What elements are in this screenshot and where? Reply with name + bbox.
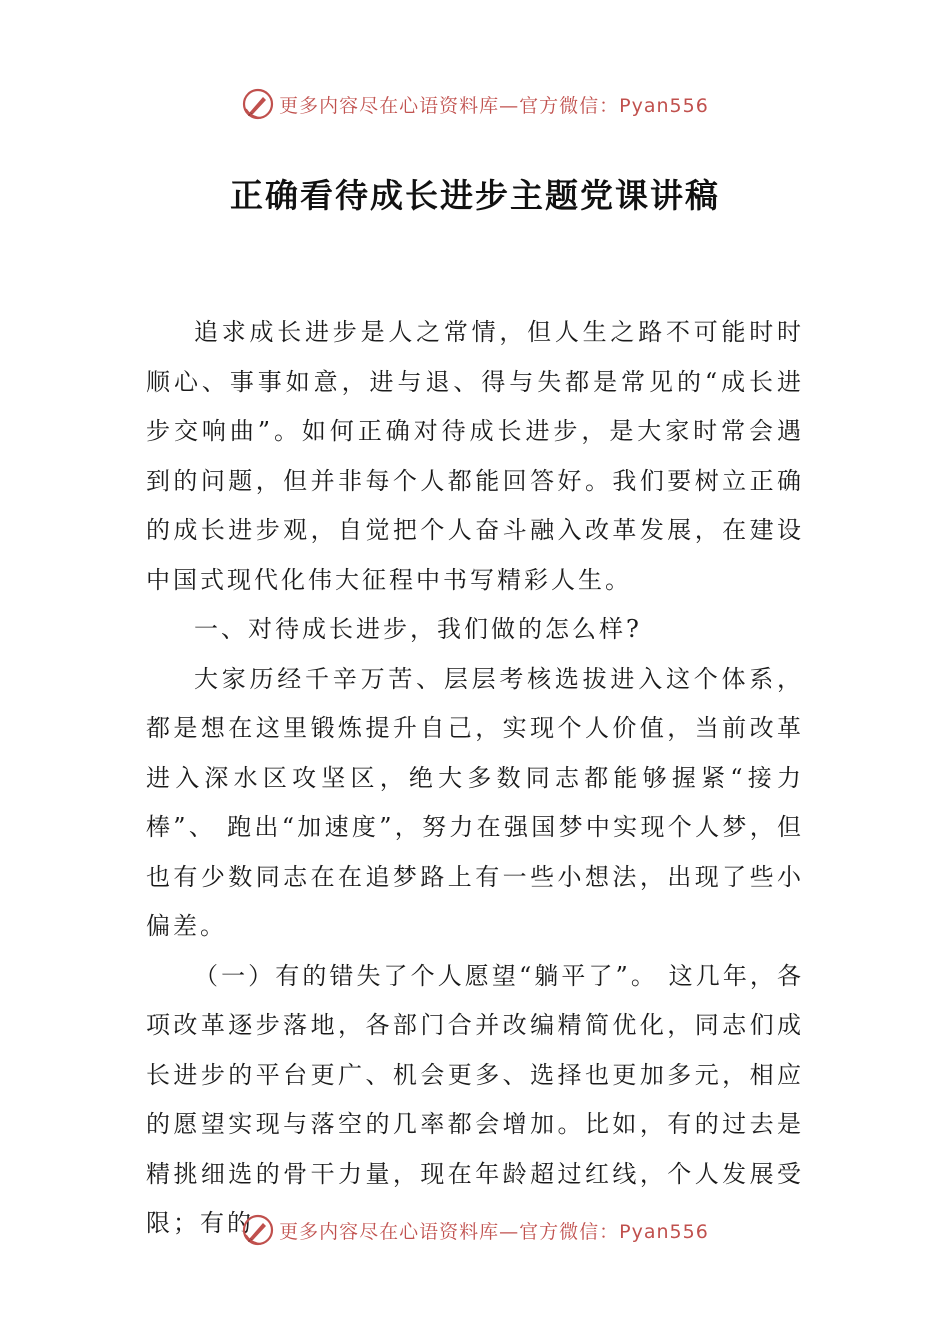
watermark-text: 更多内容尽在心语资料库—官方微信：Pyan556 (279, 1220, 709, 1243)
pen-logo-icon (241, 87, 275, 121)
watermark-text: 更多内容尽在心语资料库—官方微信：Pyan556 (279, 94, 709, 117)
pen-logo-icon (241, 1213, 275, 1247)
document-body (146, 308, 804, 1249)
header-watermark (0, 84, 950, 124)
watermark-wechat-id: Pyan556 (619, 94, 709, 117)
section-heading-1: 一、对待成长进步，我们做的怎么样? (194, 615, 642, 643)
paragraph-intro: 追求成长进步是人之常情，但人生之路不可能时时顺心、事事如意，进与退、得与失都是常见的“成长进步交响曲”。如何正确对待成长进步，是大家时常会遇到的问题，但并非每个人都能回答好。我们要树立正确的成长进步观，自觉把个人奋斗融入改革发展，在建设中国式现代化伟大征程中书写精彩人生。 (146, 318, 804, 594)
watermark-wechat-id: Pyan556 (619, 1220, 709, 1243)
document-title: 正确看待成长进步主题党课讲稿 (230, 176, 720, 215)
paragraph-subsection-1: （一）有的错失了个人愿望“躺平了”。 这几年，各项改革逐步落地，各部门合并改编精简优化，同志们成长进步的平台更广、机会更多、选择也更加多元，相应的愿望实现与落空的几率都会增加。比如，有的过去是精挑细选的骨干力量，现在年龄超过红线，个人发展受限；有的 (146, 961, 804, 1237)
paragraph-section-1: 大家历经千辛万苦、层层考核选拔进入这个体系，都是想在这里锻炼提升自己，实现个人价值，当前改革进入深水区攻坚区，绝大多数同志都能够握紧“接力棒”、 跑出“加速度”，努力在强国梦中实现个人梦，但也有少数同志在在追梦路上有一些小想法，出现了些小偏差。 (146, 664, 804, 940)
footer-watermark (0, 1210, 950, 1250)
